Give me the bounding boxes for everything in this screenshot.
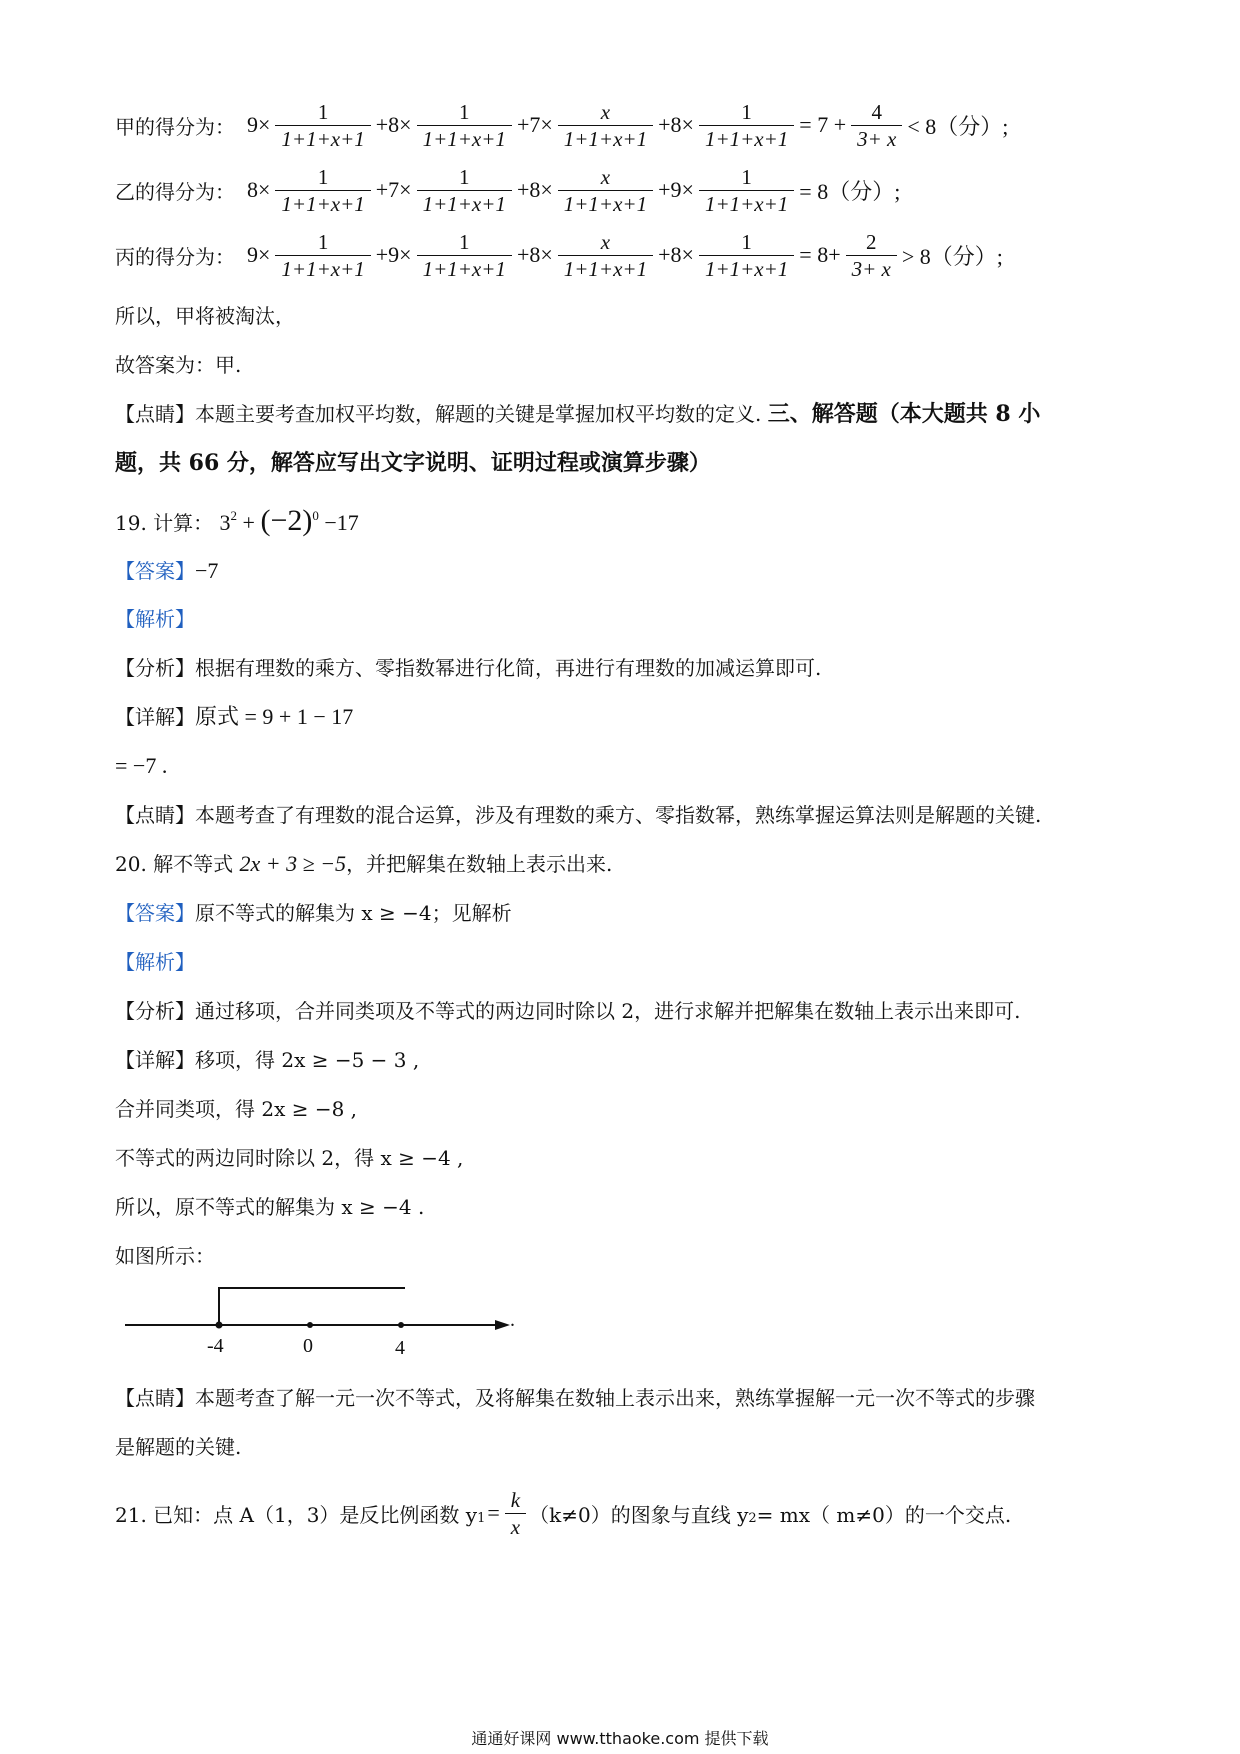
fraction-k-over-x: $\frac{k}{x}$ (505, 1487, 526, 1540)
fraction: $\frac{1}{1+1+x+1}$ (699, 164, 794, 217)
xiangjie-19: 【详解】原式 = 9 + 1 − 17 (115, 704, 354, 729)
equation-yi (115, 160, 902, 220)
step-20-3: 不等式的两边同时除以 2，得 x ≥ −4 , (115, 1146, 464, 1170)
tick-label: -4 (207, 1335, 224, 1357)
fraction: $\frac{1}{1+1+x+1}$ (275, 164, 370, 217)
footer: 通通好课网 www.tthaoke.com 提供下载 (471, 1729, 769, 1748)
comparison: = 8（分）; (799, 178, 901, 204)
fenxi-20: 【分析】通过移项，合并同类项及不等式的两边同时除以 2，进行求解并把解集在数轴上表示出来即可. (115, 999, 1021, 1023)
equation-bing (115, 225, 1005, 285)
answer-20: 【答案】原不等式的解集为 x ≥ −4；见解析 (115, 901, 512, 925)
fraction: $\frac{1}{1+1+x+1}$ (417, 99, 512, 152)
fraction: $\frac{1}{1+1+x+1}$ (699, 229, 794, 282)
comparison: < 8（分）; (907, 113, 1009, 139)
result-19: = −7 . (115, 753, 168, 778)
coef: +8× (516, 242, 553, 267)
label-jia: 甲的得分为： (115, 114, 235, 139)
number-line (115, 1280, 535, 1360)
equals: = 8+ (799, 242, 841, 267)
step-20-2: 合并同类项，得 2x ≥ −8 , (115, 1097, 358, 1121)
equals: = 7 + (799, 112, 847, 137)
section3-heading-a: 三、解答题（本大题共 8 小 (767, 401, 1041, 427)
fraction: $\frac{1}{1+1+x+1}$ (275, 229, 370, 282)
jiexi-19: 【解析】 (115, 607, 195, 631)
answer-jia: 故答案为：甲. (115, 353, 242, 377)
coef: +8× (658, 112, 694, 137)
label-yi: 乙的得分为： (115, 179, 235, 204)
coef: +7× (516, 112, 553, 137)
coef: +8× (375, 112, 412, 137)
so-jia: 所以，甲将被淘汰， (115, 304, 295, 328)
point-0 (307, 1322, 313, 1328)
coef: 8× (247, 177, 271, 202)
fenxi-19: 【分析】根据有理数的乘方、零指数幂进行化简，再进行有理数的加减运算即可. (115, 656, 822, 680)
fraction: $\frac{1}{1+1+x+1}$ (699, 99, 794, 152)
coef: +8× (658, 242, 694, 267)
coef: 9× (247, 112, 271, 137)
axis-arrow-icon (495, 1320, 510, 1330)
point-neg4 (216, 1322, 223, 1329)
answer-19: 【答案】−7 (115, 558, 219, 583)
question-19: 19. 计算： $3^2 + (-2)^0 -17$ (115, 504, 359, 537)
question-21: 21. 已知：点 A（1，3）是反比例函数 y 1 = $\frac{k}{x}$ （k≠0）的图象与直线 y 2 = mx（ m≠0）的一个交点. (115, 1487, 1012, 1539)
coef: +9× (658, 177, 694, 202)
jiexi-20: 【解析】 (115, 950, 195, 974)
comparison: > 8（分）; (901, 243, 1003, 269)
xiangjie-20: 【详解】移项，得 2x ≥ −5 − 3 , (115, 1048, 420, 1072)
equation-jia (115, 95, 1010, 155)
figure-label: 如图所示： (115, 1244, 215, 1268)
fraction-result: $\frac{2}{3+ x}$ (846, 229, 897, 282)
question-20: 20. 解不等式 2x + 3 ≥ −5，并把解集在数轴上表示出来. (115, 851, 613, 876)
coef: +8× (516, 177, 553, 202)
fraction: $\frac{1}{1+1+x+1}$ (417, 164, 512, 217)
point-4 (398, 1322, 404, 1328)
dianjing-19: 【点睛】本题考查了有理数的混合运算，涉及有理数的乘方、零指数幂，熟练掌握运算法则是解题的关键. (115, 803, 1042, 827)
coef: 9× (247, 242, 271, 267)
tick-label: 4 (395, 1337, 405, 1359)
fraction: $\frac{1}{1+1+x+1}$ (275, 99, 370, 152)
section3-heading-b: 题，共 66 分，解答应写出文字说明、证明过程或演算步骤） (115, 450, 711, 476)
dianjing-20-b: 是解题的关键. (115, 1435, 242, 1459)
solution-bracket (219, 1288, 405, 1325)
coef: +9× (375, 242, 412, 267)
step-20-4: 所以，原不等式的解集为 x ≥ −4 . (115, 1195, 425, 1219)
coef: +7× (375, 177, 412, 202)
fraction: $\frac{x}{1+1+x+1}$ (558, 229, 653, 282)
fraction: $\frac{1}{1+1+x+1}$ (417, 229, 512, 282)
fraction-result: $\frac{4}{3+ x}$ (851, 99, 902, 152)
fraction: $\frac{x}{1+1+x+1}$ (558, 164, 653, 217)
dianjing-20-a: 【点睛】本题考查了解一元一次不等式，及将解集在数轴上表示出来，熟练掌握解一元一次不等式的步骤 (115, 1386, 1035, 1410)
label-bing: 丙的得分为： (115, 244, 235, 269)
period: . (510, 1309, 515, 1331)
dianjing-18: 【点睛】本题主要考查加权平均数，解题的关键是掌握加权平均数的定义. 三、解答题（本大题共 8 小 (115, 401, 1041, 427)
fraction: $\frac{x}{1+1+x+1}$ (558, 99, 653, 152)
tick-label: 0 (303, 1335, 313, 1357)
